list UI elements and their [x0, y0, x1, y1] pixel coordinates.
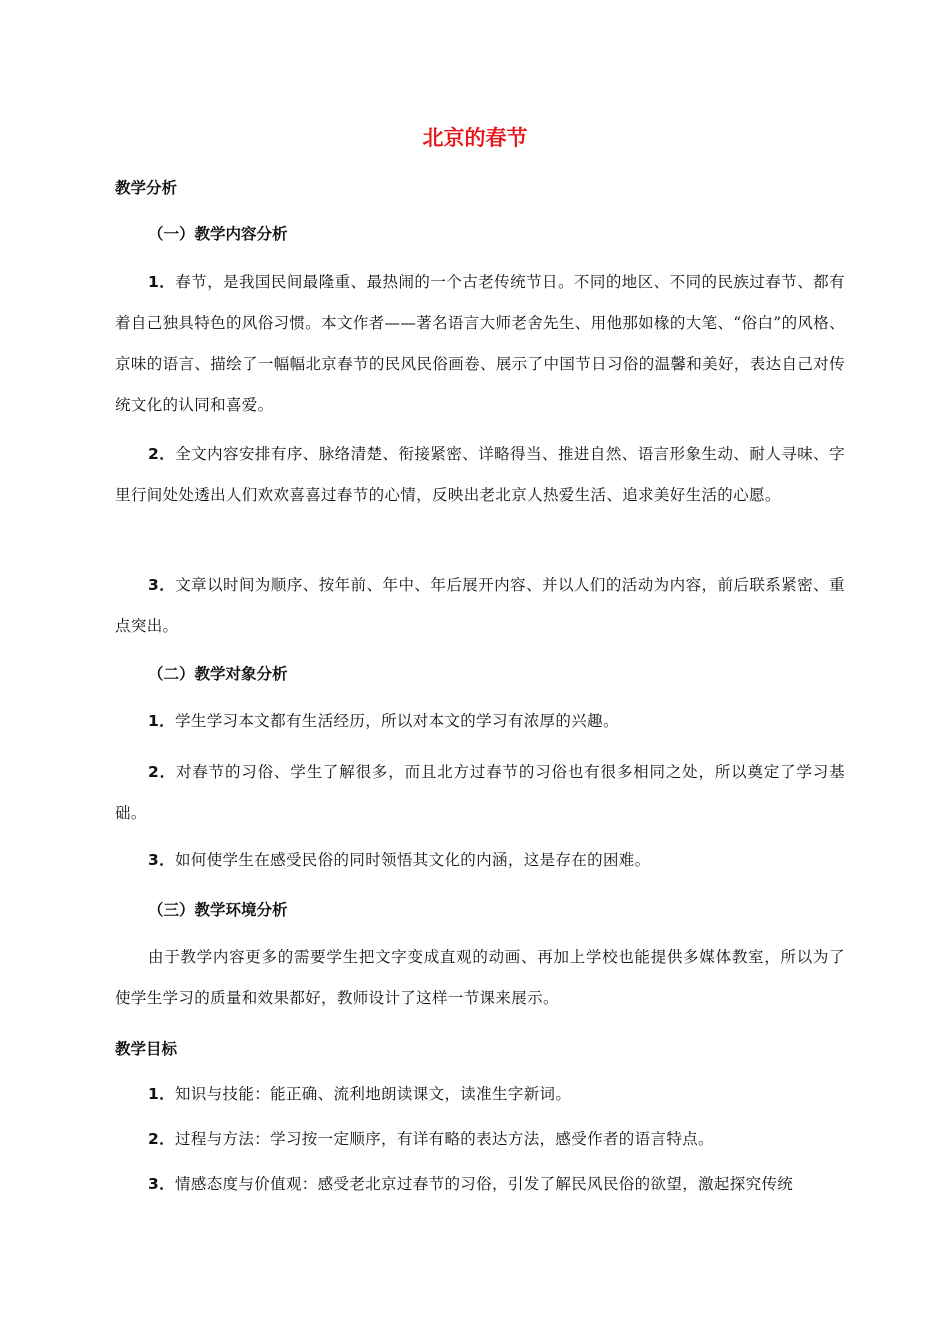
paragraph — [115, 262, 845, 426]
item-text: 对春节的习俗、学生了解很多，而且北方过春节的习俗也有很多相同之处，所以奠定了学习基础。 — [115, 763, 845, 822]
item-number: 3． — [148, 1175, 175, 1193]
paragraph — [115, 1164, 845, 1205]
section-heading-objectives: 教学目标 — [115, 1040, 178, 1058]
item-number: 3． — [148, 576, 176, 594]
item-text: 情感态度与价值观：感受老北京过春节的习俗，引发了解民风民俗的欲望，激起探究传统 — [175, 1175, 794, 1193]
paragraph — [115, 752, 845, 834]
item-text: 如何使学生在感受民俗的同时领悟其文化的内涵，这是存在的困难。 — [175, 851, 651, 869]
item-text: 春节，是我国民间最隆重、最热闹的一个古老传统节日。不同的地区、不同的民族过春节、都有着自己独具特色的风俗习惯。本文作者——著名语言大师老舍先生、用他那如椽的大笔、“俗白”的风格、京味的语言、描绘了一幅幅北京春节的民风民俗画卷、展示了中国节日习俗的温馨和美好，表达自己对传统文化的认同和喜爱。 — [115, 273, 845, 414]
item-text: 过程与方法：学习按一定顺序，有详有略的表达方法，感受作者的语言特点。 — [175, 1130, 714, 1148]
item-number: 2． — [148, 445, 176, 463]
item-text: 全文内容安排有序、脉络清楚、衔接紧密、详略得当、推进自然、语言形象生动、耐人寻味、字里行间处处透出人们欢欢喜喜过春节的心情，反映出老北京人热爱生活、追求美好生活的心愿。 — [115, 445, 845, 504]
subheading-audience-analysis: （二）教学对象分析 — [148, 665, 288, 683]
paragraph — [115, 840, 845, 881]
subheading-environment-analysis: （三）教学环境分析 — [148, 901, 288, 919]
paragraph — [115, 565, 845, 647]
section-heading-analysis: 教学分析 — [115, 179, 178, 197]
paragraph — [115, 701, 845, 742]
item-number: 2． — [148, 1130, 175, 1148]
paragraph — [115, 1074, 845, 1115]
paragraph: 由于教学内容更多的需要学生把文字变成直观的动画、再加上学校也能提供多媒体教室，所以为了使学生学习的质量和效果都好，教师设计了这样一节课来展示。 — [115, 948, 845, 1007]
subheading-content-analysis: （一）教学内容分析 — [148, 225, 288, 243]
item-number: 1． — [148, 273, 176, 291]
paragraph — [115, 434, 845, 516]
document-title: 北京的春节 — [422, 126, 528, 150]
item-number: 2． — [148, 763, 176, 781]
item-number: 1． — [148, 1085, 175, 1103]
item-text: 文章以时间为顺序、按年前、年中、年后展开内容、并以人们的活动为内容，前后联系紧密、重点突出。 — [115, 576, 845, 635]
item-number: 3． — [148, 851, 175, 869]
item-text: 知识与技能：能正确、流利地朗读课文，读准生字新词。 — [175, 1085, 572, 1103]
item-number: 1． — [148, 712, 175, 730]
item-text: 学生学习本文都有生活经历，所以对本文的学习有浓厚的兴趣。 — [175, 712, 619, 730]
paragraph — [115, 1119, 845, 1160]
